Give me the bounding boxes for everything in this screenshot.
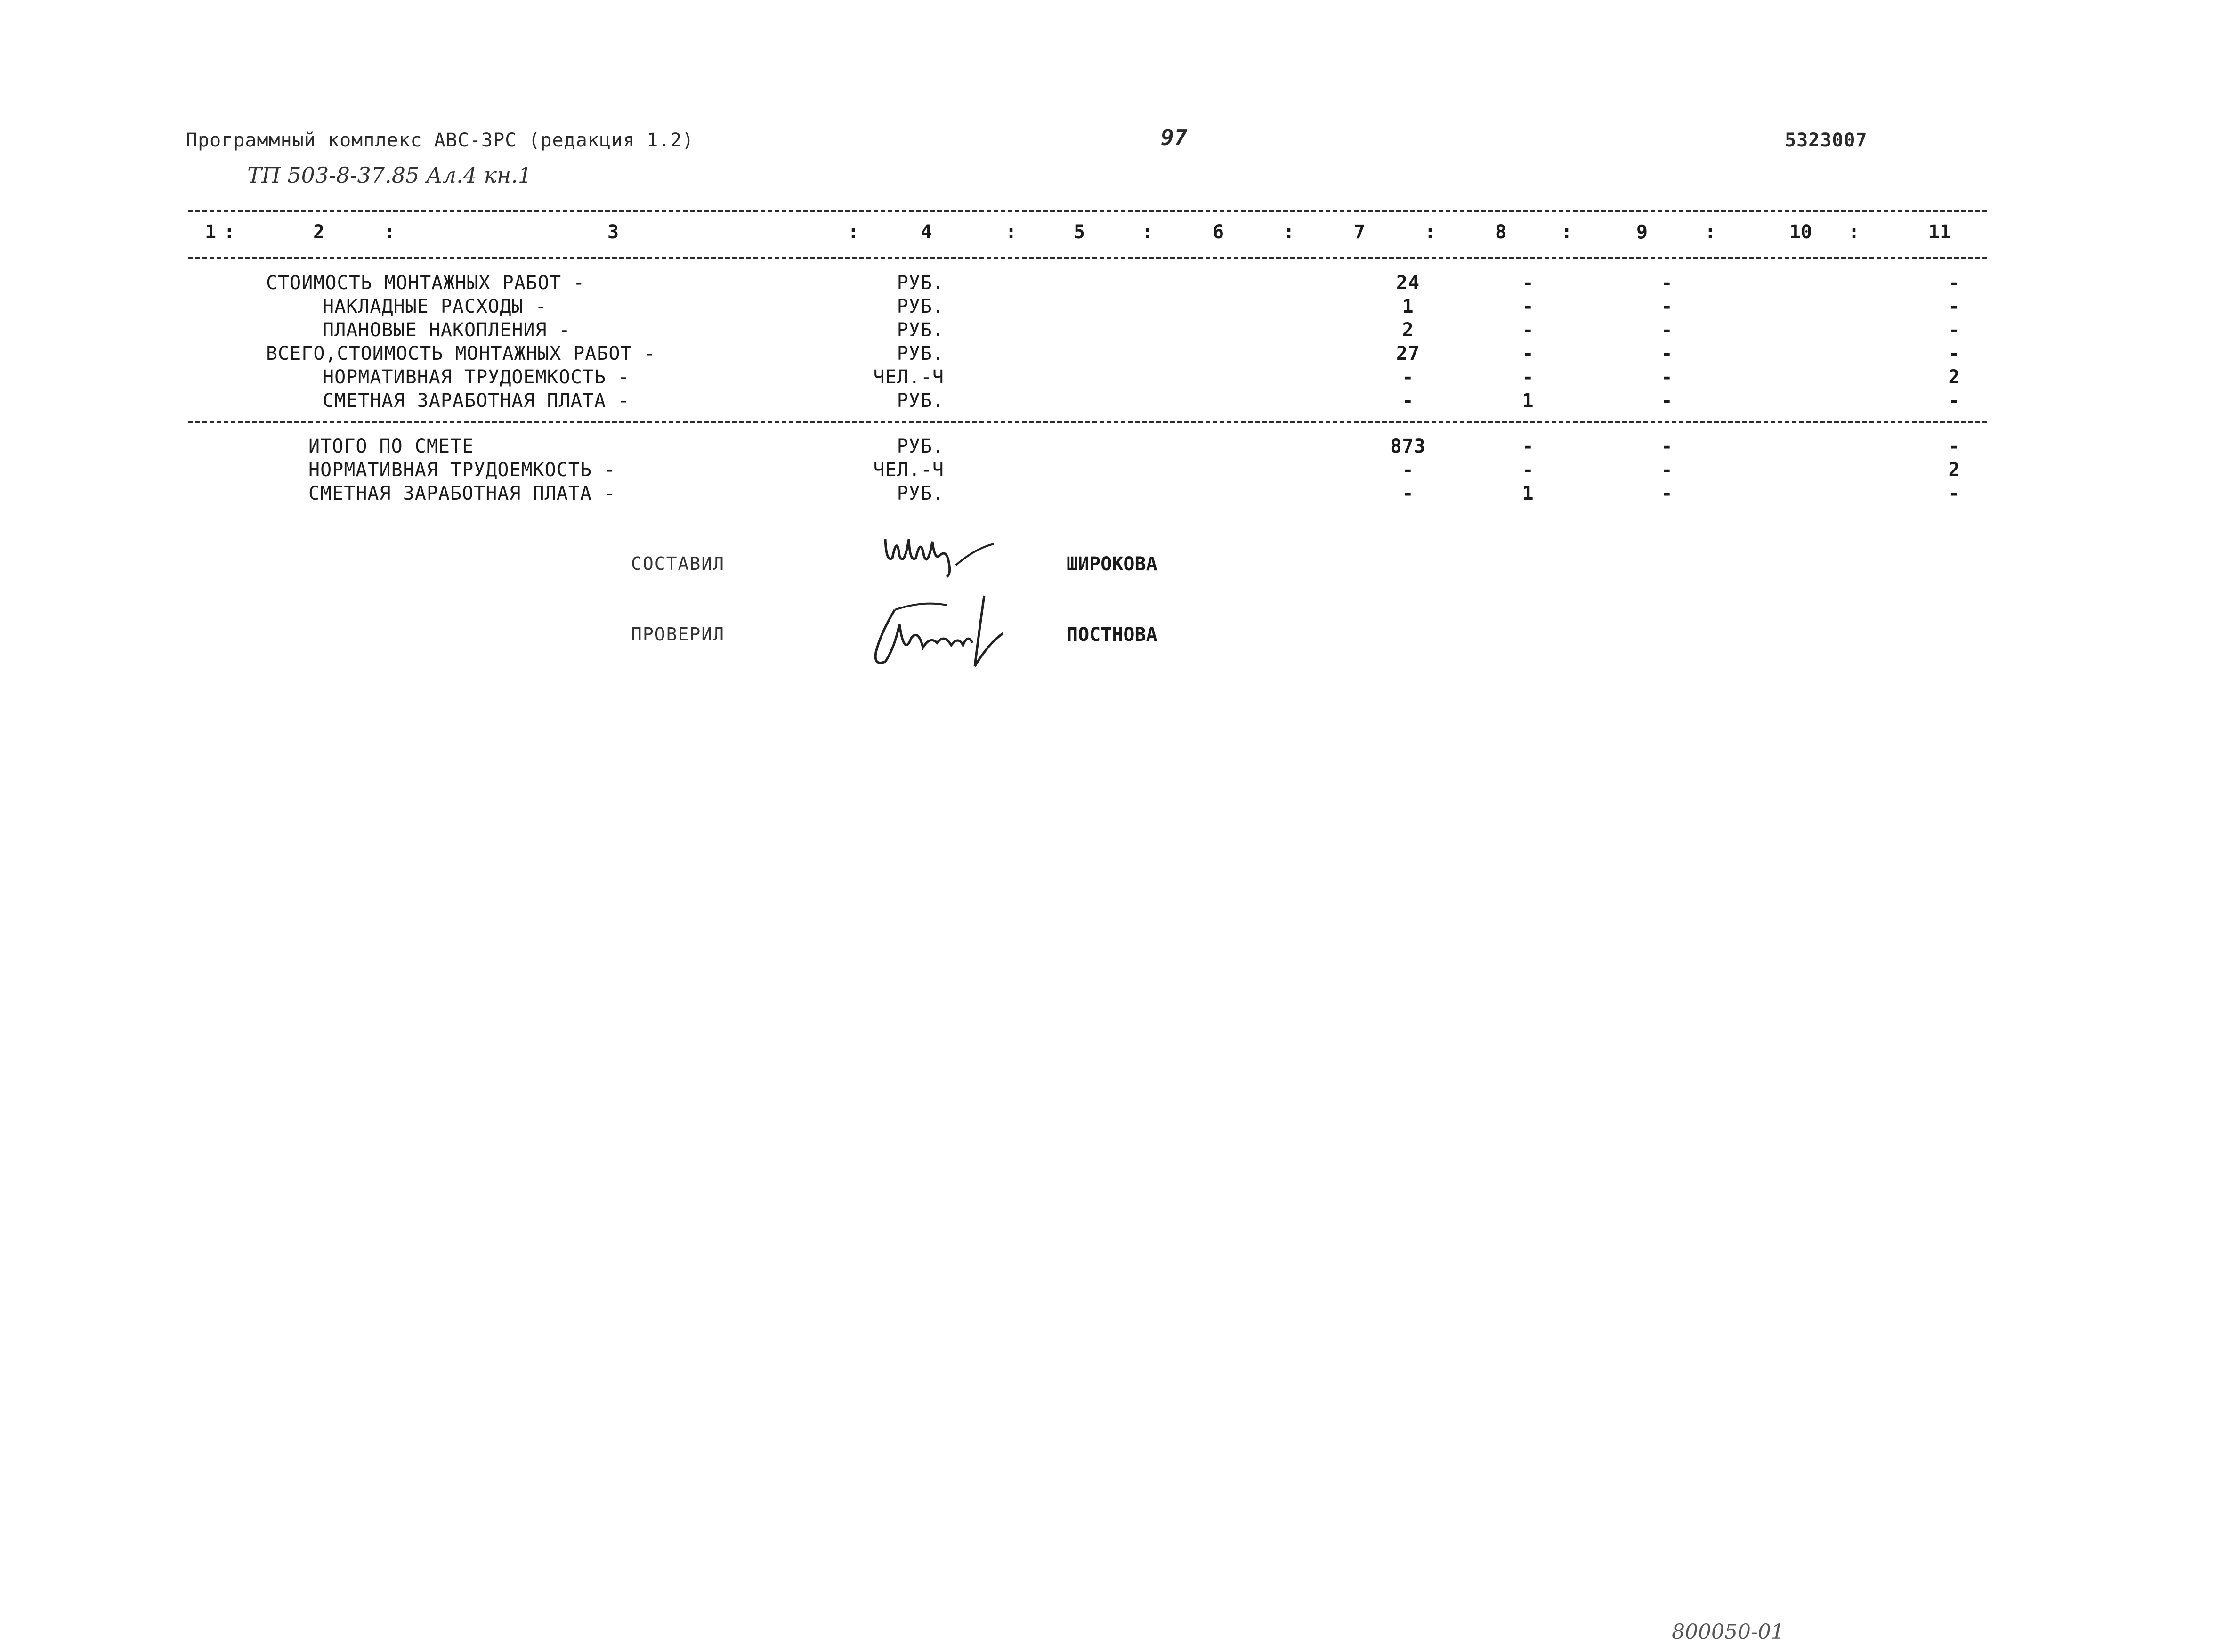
column-header-11: 11: [1928, 221, 1951, 243]
column-separator: :: [384, 221, 396, 243]
table-row: [0, 483, 2225, 506]
composed-name: ШИРОКОВА: [1067, 553, 1157, 575]
signature-postnova: [866, 591, 1027, 671]
cell-col7: -: [1402, 459, 1414, 481]
cell-col8: -: [1522, 459, 1534, 481]
project-reference: ТП 503-8-37.85 Ал.4 кн.1: [247, 162, 532, 188]
cell-col9: -: [1661, 366, 1673, 388]
column-header-7: 7: [1354, 221, 1366, 243]
row-unit: РУБ.: [897, 319, 944, 341]
column-separator: :: [224, 221, 235, 243]
cell-col7: 27: [1396, 343, 1420, 364]
composed-label: СОСТАВИЛ: [631, 553, 725, 574]
cell-col8: -: [1522, 366, 1534, 388]
row-unit: РУБ.: [897, 483, 944, 504]
cell-col9: -: [1661, 343, 1673, 364]
row-unit: ЧЕЛ.-Ч: [873, 459, 944, 481]
column-separator: :: [1705, 221, 1716, 243]
column-header-10: 10: [1789, 221, 1812, 243]
column-separator: :: [1424, 221, 1436, 243]
cell-col9: -: [1661, 390, 1673, 412]
cell-col7: 24: [1396, 272, 1420, 294]
cell-col8: -: [1522, 296, 1534, 317]
column-header-6: 6: [1213, 221, 1224, 243]
row-label: СМЕТНАЯ ЗАРАБОТНАЯ ПЛАТА -: [308, 483, 616, 504]
cell-col9: -: [1661, 319, 1673, 341]
row-unit: РУБ.: [897, 436, 944, 457]
cell-col9: -: [1661, 483, 1673, 504]
row-label: НОРМАТИВНАЯ ТРУДОЕМКОСТЬ -: [323, 366, 630, 388]
table-row: [0, 459, 2225, 483]
column-separator: :: [1848, 221, 1860, 243]
column-header-8: 8: [1495, 221, 1507, 243]
cell-col7: 1: [1402, 296, 1414, 317]
cell-col7: 2: [1402, 319, 1414, 341]
row-unit: РУБ.: [897, 390, 944, 412]
cell-col11: -: [1948, 319, 1960, 341]
cell-col11: -: [1948, 483, 1960, 504]
row-label: НАКЛАДНЫЕ РАСХОДЫ -: [323, 296, 547, 317]
cell-col7: -: [1402, 366, 1414, 388]
cell-col8: -: [1522, 436, 1534, 457]
row-label: ВСЕГО,СТОИМОСТЬ МОНТАЖНЫХ РАБОТ -: [266, 343, 656, 364]
cell-col8: 1: [1522, 483, 1534, 504]
cell-col8: 1: [1522, 390, 1534, 412]
column-header-3: 3: [607, 221, 619, 243]
cell-col9: -: [1661, 272, 1673, 294]
table-row: [0, 436, 2225, 459]
page-number: 97: [1161, 125, 1188, 150]
cell-col9: -: [1661, 459, 1673, 481]
cell-col8: -: [1522, 272, 1534, 294]
cell-col11: -: [1948, 390, 1960, 412]
cell-col11: 2: [1948, 366, 1960, 388]
column-separator: :: [1283, 221, 1295, 243]
row-label: ИТОГО ПО СМЕТЕ: [308, 436, 474, 457]
cell-col11: -: [1948, 436, 1960, 457]
column-separator: :: [1005, 221, 1017, 243]
cell-col8: -: [1522, 319, 1534, 341]
program-header: Программный комплекс АВС-3РС (редакция 1.2): [186, 130, 694, 151]
column-header-9: 9: [1636, 221, 1648, 243]
column-header-1: 1: [205, 221, 217, 243]
row-label: НОРМАТИВНАЯ ТРУДОЕМКОСТЬ -: [308, 459, 616, 481]
column-separator: :: [1142, 221, 1154, 243]
column-header-4: 4: [921, 221, 932, 243]
column-header-2: 2: [313, 221, 325, 243]
row-unit: РУБ.: [897, 296, 944, 317]
column-separator: :: [1561, 221, 1573, 243]
row-unit: РУБ.: [897, 343, 944, 364]
document-code: 5323007: [1785, 130, 1868, 151]
cell-col11: -: [1948, 343, 1960, 364]
row-unit: РУБ.: [897, 272, 944, 294]
row-unit: ЧЕЛ.-Ч: [873, 366, 944, 388]
archive-stamp: 800050-01: [1672, 1620, 1784, 1644]
cell-col9: -: [1661, 436, 1673, 457]
row-label: ПЛАНОВЫЕ НАКОПЛЕНИЯ -: [323, 319, 571, 341]
checked-name: ПОСТНОВА: [1067, 624, 1157, 646]
checked-label: ПРОВЕРИЛ: [631, 624, 725, 645]
signature-shirokova: [881, 530, 1027, 582]
cell-col9: -: [1661, 296, 1673, 317]
cell-col7: -: [1402, 390, 1414, 412]
column-header-5: 5: [1074, 221, 1085, 243]
cell-col11: -: [1948, 296, 1960, 317]
row-label: СТОИМОСТЬ МОНТАЖНЫХ РАБОТ -: [266, 272, 585, 294]
cell-col11: 2: [1948, 459, 1960, 481]
cell-col8: -: [1522, 343, 1534, 364]
row-label: СМЕТНАЯ ЗАРАБОТНАЯ ПЛАТА -: [323, 390, 630, 412]
column-separator: :: [848, 221, 859, 243]
cell-col11: -: [1948, 272, 1960, 294]
cell-col7: 873: [1390, 436, 1426, 457]
cell-col7: -: [1402, 483, 1414, 504]
